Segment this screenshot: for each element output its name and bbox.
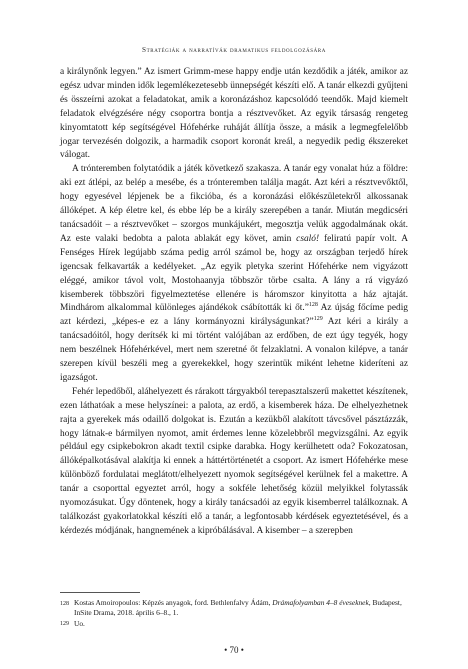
- footnote-divider: [60, 592, 140, 593]
- text-run: feliratú papír volt. A Fenséges Hírek legújabb száma pedig arról számol be, hogy az országban terjedő hírek igencsak felkavarták a kedélyeket. „Az egyik pletyka szerint Hófehérke nem vigyázott eléggé, amikor távol volt, Mostohaanyja többször törbe csalta. A lány a rá vigyázó kisemberek többszöri figyelmeztetése ellenére is háromszor kinyitotta a ház ajtaját. Mindhárom alkalommal különleges ajándékok csábították ki őt.”: [60, 233, 408, 314]
- footnote-ref: 129: [313, 316, 323, 323]
- footnote-text: [74, 598, 408, 619]
- italic-text: csaló!: [296, 233, 320, 244]
- italic-text: Drámafolyamban 4–8 éveseknek: [272, 598, 369, 607]
- paragraph: [60, 386, 408, 539]
- body-text: [60, 66, 408, 539]
- running-header: Stratégiák a narratívák dramatikus feldolgozására: [142, 46, 326, 54]
- footnote-number: 129: [60, 621, 69, 628]
- text-run: Az újság főcíme pedig azt kérdezi, „képes-e ez a lány kormányozni királyságunkat?”: [60, 303, 408, 328]
- text-run: Kostas Amoiropoulos: Képzés anyagok, ford. Bethlenfalvy Ádám,: [74, 598, 273, 607]
- footnotes: [60, 598, 408, 630]
- paragraph: [60, 163, 408, 386]
- footnote: [60, 598, 408, 619]
- footnote-text: [74, 619, 408, 630]
- footnote-number: 128: [60, 600, 69, 607]
- page-number: • 70 •: [224, 645, 244, 655]
- text-run: A trónteremben folytatódik a játék következő szakasza. A tanár egy vonalat húz a földre: aki ezt átlépi, az belép a mesébe, és a trónteremben találja magát. Azt kéri a résztvevőktől, hogy egyesével lépjenek be a fikcióba, és a koronázási előkészületekről alkossanak állóképet. A kép életre kel, és ebbe lép be a király szerepében a tanár. Miután megdicséri tanácsadóit – a résztvevőket – szorgos munkájukért, megosztja velük aggodalmának okát. Az este valaki bedobta a palota ablakát egy követ, amin: [60, 164, 408, 244]
- text-run: a királynőnk legyen.” Az ismert Grimm-mese happy endje után kezdődik a játék, amikor az egész udvar minden idők legemlékezetesebb ünnepségét készíti elő. A tanár elkezdi gyűjteni és összeírni azokat a feladatokat, amik a koronázáshoz kapcsolódó teendők. Majd kiemelt feladatok elvégzésére négy csoportra bontja a résztvevőket. Az egyik társaság rengeteg kinyomtatott kép segítségével Hófehérke ruháját állítja össze, a másik a legmegfelelőbb jogar tervezésén dolgozik, a harmadik csoport koronát kreál, a negyedik pedig ékszereket válogat.: [60, 67, 408, 161]
- text-run: , Budapest, InSite Drama, 2018. április 6–8., 1.: [74, 598, 402, 618]
- footnote: [60, 619, 408, 630]
- text-run: Fehér lepedőből, aláhelyezett és rárakott tárgyakból terepasztalszerű makettet készítenek, ezen láthatóak a mese helyszínei: a palota, az erdő, a kisemberek háza. De elhelyezhetnek rajta a gyerekek más odaillő dolgokat is. Ezután a kezükből alakított távcsővel pásztázzák, hogy látnak-e bármilyen nyomot, amit érdemes lenne közelebbről megvizsgálni. Az egyik például egy csipkebokron akadt textil csipke darabka. Hogy kerülhetett oda? Fokozatosan, állóképalkotásával alakítja ki ennek a háttértörténetét a csoport. Az ismert Hófehérke mese különböző fordulatai meglátott/elhelyezett nyomok segítségével kerülnek fel a makettre. A tanár a csoporttal egyeztet arról, hogy a sokféle lehetőség közül melyikkel folytassák nyomozásukat. Úgy döntenek, hogy a király tanácsadói az egyik kisemberrel találkoznak. A találkozást gyakorlatokkal készíti elő a tanár, a legfontosabb kérdések egyeztetésével, és a kérdezés módjának, hangnemének a kipróbálásával. A kisember – a szerepben: [60, 386, 408, 536]
- text-run: Azt kéri a király a tanácsadóitól, hogy derítsék ki mi történt valójában az erdőben, de ezt úgy tegyék, hogy nem beszélnek Hófehérkével, mert nem szeretné őt felzaklatni. A vonalon kilépve, a tanár szerepen kívül beszéli meg a gyerekekkel, hogy szerintük miként lehetne kideríteni az igazságot.: [60, 317, 408, 383]
- footnote-ref: 128: [308, 302, 318, 309]
- text-run: Uo.: [74, 618, 85, 628]
- paragraph: [60, 66, 408, 163]
